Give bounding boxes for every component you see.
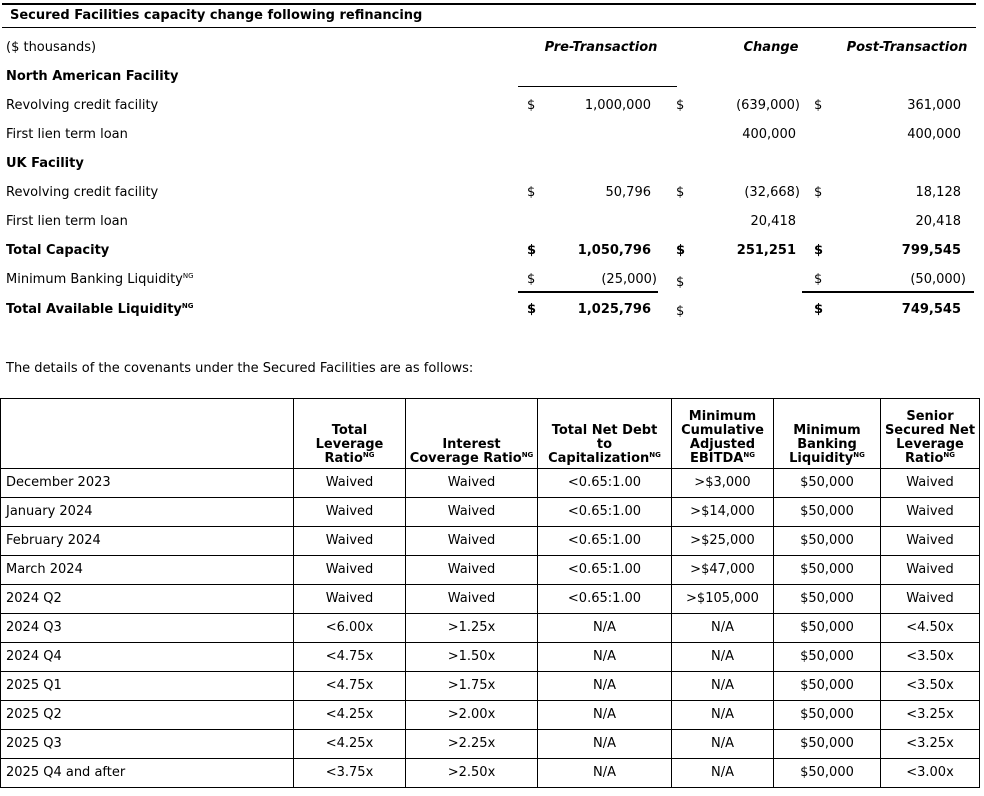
- currency-symbol: $: [676, 275, 685, 290]
- interest-coverage-ratio-cell: >1.50x: [406, 643, 538, 672]
- table-row: [1, 585, 980, 614]
- header-row: [0, 36, 984, 60]
- post-value: 749,545: [901, 302, 961, 317]
- table-row: [1, 556, 980, 585]
- row-label: First lien term loan: [6, 127, 128, 142]
- post-value: 799,545: [901, 243, 961, 258]
- senior-secured-net-leverage-cell: <3.25x: [881, 701, 980, 730]
- min-cumulative-ebitda-cell: N/A: [672, 643, 774, 672]
- change-value: (639,000): [736, 98, 800, 113]
- change-value: (32,668): [744, 185, 800, 200]
- pre-value: 1,000,000: [584, 98, 651, 113]
- period-cell: March 2024: [1, 556, 294, 585]
- senior-secured-net-leverage-cell: <3.50x: [881, 643, 980, 672]
- interest-coverage-ratio-cell: >2.00x: [406, 701, 538, 730]
- min-banking-liquidity-cell: $50,000: [774, 759, 881, 788]
- period-cell: 2025 Q4 and after: [1, 759, 294, 788]
- senior-secured-net-leverage-cell: Waived: [881, 498, 980, 527]
- table-row: [1, 759, 980, 788]
- post-value: 400,000: [907, 127, 961, 142]
- covenants-header-row: [1, 399, 980, 469]
- min-cumulative-ebitda-cell: N/A: [672, 701, 774, 730]
- header-post: Post-Transaction: [846, 40, 968, 55]
- post-value: (50,000): [910, 272, 966, 287]
- units-label: ($ thousands): [6, 40, 97, 55]
- min-cumulative-ebitda-cell: >$25,000: [672, 527, 774, 556]
- senior-secured-net-leverage-cell: Waived: [881, 527, 980, 556]
- interest-coverage-ratio-cell: Waived: [406, 585, 538, 614]
- interest-coverage-ratio-cell: Waived: [406, 498, 538, 527]
- senior-secured-net-leverage-cell: <3.50x: [881, 672, 980, 701]
- net-debt-to-capitalization-cell: N/A: [538, 759, 672, 788]
- total-leverage-ratio-cell: Waived: [294, 527, 406, 556]
- total-leverage-ratio-cell: Waived: [294, 585, 406, 614]
- currency-symbol: $: [676, 243, 686, 258]
- senior-secured-net-leverage-cell: Waived: [881, 556, 980, 585]
- senior-secured-net-leverage-cell: Waived: [881, 585, 980, 614]
- covenants-table: [0, 398, 980, 788]
- period-cell: 2024 Q4: [1, 643, 294, 672]
- min-banking-liquidity-cell: $50,000: [774, 498, 881, 527]
- net-debt-to-capitalization-cell: N/A: [538, 643, 672, 672]
- currency-symbol: $: [527, 98, 536, 113]
- table-row: [1, 498, 980, 527]
- post-value: 361,000: [907, 98, 961, 113]
- currency-symbol: $: [814, 98, 823, 113]
- net-debt-to-capitalization-cell: <0.65:1.00: [538, 585, 672, 614]
- header-pre: Pre-Transaction: [544, 40, 658, 55]
- min-banking-liquidity-cell: $50,000: [774, 730, 881, 759]
- min-cumulative-ebitda-cell: N/A: [672, 730, 774, 759]
- table-row: [1, 527, 980, 556]
- post-value: 18,128: [915, 185, 961, 200]
- currency-symbol: $: [814, 185, 823, 200]
- subtotal-rule-pre: [518, 291, 658, 293]
- change-value: 400,000: [742, 127, 796, 142]
- net-debt-to-capitalization-cell: <0.65:1.00: [538, 556, 672, 585]
- table-row: [1, 469, 980, 498]
- change-value: 20,418: [750, 214, 796, 229]
- min-banking-liquidity-cell: $50,000: [774, 469, 881, 498]
- interest-coverage-ratio-cell: Waived: [406, 556, 538, 585]
- row-label: Minimum Banking Liquidity$^{NG}$: [6, 272, 194, 287]
- interest-coverage-ratio-cell: Waived: [406, 527, 538, 556]
- currency-symbol: $: [527, 272, 536, 287]
- period-cell: January 2024: [1, 498, 294, 527]
- interest-coverage-ratio-cell: >1.25x: [406, 614, 538, 643]
- senior-secured-net-leverage-cell: Waived: [881, 469, 980, 498]
- table-row: [1, 672, 980, 701]
- row-min-banking: [0, 268, 984, 292]
- header-interest-coverage-ratio: Interest Coverage Ratio$^{NG}$: [406, 399, 538, 469]
- net-debt-to-capitalization-cell: N/A: [538, 614, 672, 643]
- row-total-available: [0, 298, 984, 322]
- header-underline: [518, 86, 677, 87]
- section-uk: UK Facility: [6, 156, 84, 171]
- min-banking-liquidity-cell: $50,000: [774, 643, 881, 672]
- total-leverage-ratio-cell: <4.75x: [294, 672, 406, 701]
- min-cumulative-ebitda-cell: N/A: [672, 672, 774, 701]
- min-cumulative-ebitda-cell: >$47,000: [672, 556, 774, 585]
- total-leverage-ratio-cell: Waived: [294, 469, 406, 498]
- interest-coverage-ratio-cell: >2.25x: [406, 730, 538, 759]
- pre-value: 50,796: [605, 185, 651, 200]
- min-cumulative-ebitda-cell: >$14,000: [672, 498, 774, 527]
- total-leverage-ratio-cell: Waived: [294, 498, 406, 527]
- currency-symbol: $: [814, 272, 823, 287]
- change-value: 251,251: [736, 243, 796, 258]
- table-title: Secured Facilities capacity change following refinancing: [2, 3, 976, 28]
- row-na-term: [0, 123, 984, 147]
- table-row: [1, 643, 980, 672]
- period-cell: 2024 Q3: [1, 614, 294, 643]
- row-label: Total Capacity: [6, 243, 110, 258]
- currency-symbol: $: [527, 243, 537, 258]
- net-debt-to-capitalization-cell: <0.65:1.00: [538, 498, 672, 527]
- period-cell: December 2023: [1, 469, 294, 498]
- table-row: [1, 701, 980, 730]
- min-banking-liquidity-cell: $50,000: [774, 527, 881, 556]
- row-label: Revolving credit facility: [6, 98, 159, 113]
- period-cell: 2024 Q2: [1, 585, 294, 614]
- currency-symbol: $: [676, 98, 685, 113]
- subtotal-rule-post: [802, 291, 974, 293]
- min-banking-liquidity-cell: $50,000: [774, 701, 881, 730]
- row-label: Total Available Liquidity$^{NG}$: [6, 302, 194, 317]
- row-label: Revolving credit facility: [6, 185, 159, 200]
- min-cumulative-ebitda-cell: N/A: [672, 759, 774, 788]
- row-total-capacity: [0, 239, 984, 263]
- net-debt-to-capitalization-cell: N/A: [538, 730, 672, 759]
- net-debt-to-capitalization-cell: N/A: [538, 701, 672, 730]
- header-min-cumulative-ebitda: Minimum Cumulative Adjusted $EBITDA^{NG}$: [672, 399, 774, 469]
- period-cell: 2025 Q3: [1, 730, 294, 759]
- currency-symbol: $: [814, 302, 824, 317]
- table-row: [1, 614, 980, 643]
- covenants-intro: The details of the covenants under the Secured Facilities are as follows:: [6, 361, 474, 376]
- header-senior-secured-net-leverage: Senior Secured Net Leverage Ratio$^{NG}$: [881, 399, 980, 469]
- senior-secured-net-leverage-cell: <3.25x: [881, 730, 980, 759]
- interest-coverage-ratio-cell: >1.75x: [406, 672, 538, 701]
- header-total-leverage-ratio: Total Leverage Ratio$^{NG}$: [294, 399, 406, 469]
- senior-secured-net-leverage-cell: <4.50x: [881, 614, 980, 643]
- min-banking-liquidity-cell: $50,000: [774, 672, 881, 701]
- pre-value: (25,000): [601, 272, 657, 287]
- min-banking-liquidity-cell: $50,000: [774, 556, 881, 585]
- section-row: [0, 152, 984, 176]
- total-leverage-ratio-cell: Waived: [294, 556, 406, 585]
- total-leverage-ratio-cell: <4.75x: [294, 643, 406, 672]
- min-banking-liquidity-cell: $50,000: [774, 614, 881, 643]
- row-uk-term: [0, 210, 984, 234]
- interest-coverage-ratio-cell: Waived: [406, 469, 538, 498]
- header-min-banking-liquidity: Minimum Banking Liquidity$^{NG}$: [774, 399, 881, 469]
- total-leverage-ratio-cell: <6.00x: [294, 614, 406, 643]
- total-leverage-ratio-cell: <4.25x: [294, 701, 406, 730]
- header-net-debt-to-capitalization: Total Net Debt to Capitalization$^{NG}$: [538, 399, 672, 469]
- total-leverage-ratio-cell: <3.75x: [294, 759, 406, 788]
- min-cumulative-ebitda-cell: N/A: [672, 614, 774, 643]
- interest-coverage-ratio-cell: >2.50x: [406, 759, 538, 788]
- row-uk-revolver: [0, 181, 984, 205]
- currency-symbol: $: [676, 185, 685, 200]
- min-cumulative-ebitda-cell: >$105,000: [672, 585, 774, 614]
- pre-value: 1,025,796: [577, 302, 651, 317]
- pre-value: 1,050,796: [577, 243, 651, 258]
- currency-symbol: $: [527, 302, 537, 317]
- table-row: [1, 730, 980, 759]
- section-north-american: North American Facility: [6, 69, 179, 84]
- currency-symbol: $: [676, 304, 685, 319]
- currency-symbol: $: [527, 185, 536, 200]
- header-blank: [1, 399, 294, 469]
- row-label: First lien term loan: [6, 214, 128, 229]
- post-value: 20,418: [915, 214, 961, 229]
- header-change: Change: [743, 40, 799, 55]
- period-cell: February 2024: [1, 527, 294, 556]
- period-cell: 2025 Q1: [1, 672, 294, 701]
- total-leverage-ratio-cell: <4.25x: [294, 730, 406, 759]
- net-debt-to-capitalization-cell: <0.65:1.00: [538, 469, 672, 498]
- currency-symbol: $: [814, 243, 824, 258]
- min-banking-liquidity-cell: $50,000: [774, 585, 881, 614]
- net-debt-to-capitalization-cell: N/A: [538, 672, 672, 701]
- section-row: [0, 65, 984, 89]
- period-cell: 2025 Q2: [1, 701, 294, 730]
- net-debt-to-capitalization-cell: <0.65:1.00: [538, 527, 672, 556]
- min-cumulative-ebitda-cell: >$3,000: [672, 469, 774, 498]
- row-na-revolver: [0, 94, 984, 118]
- senior-secured-net-leverage-cell: <3.00x: [881, 759, 980, 788]
